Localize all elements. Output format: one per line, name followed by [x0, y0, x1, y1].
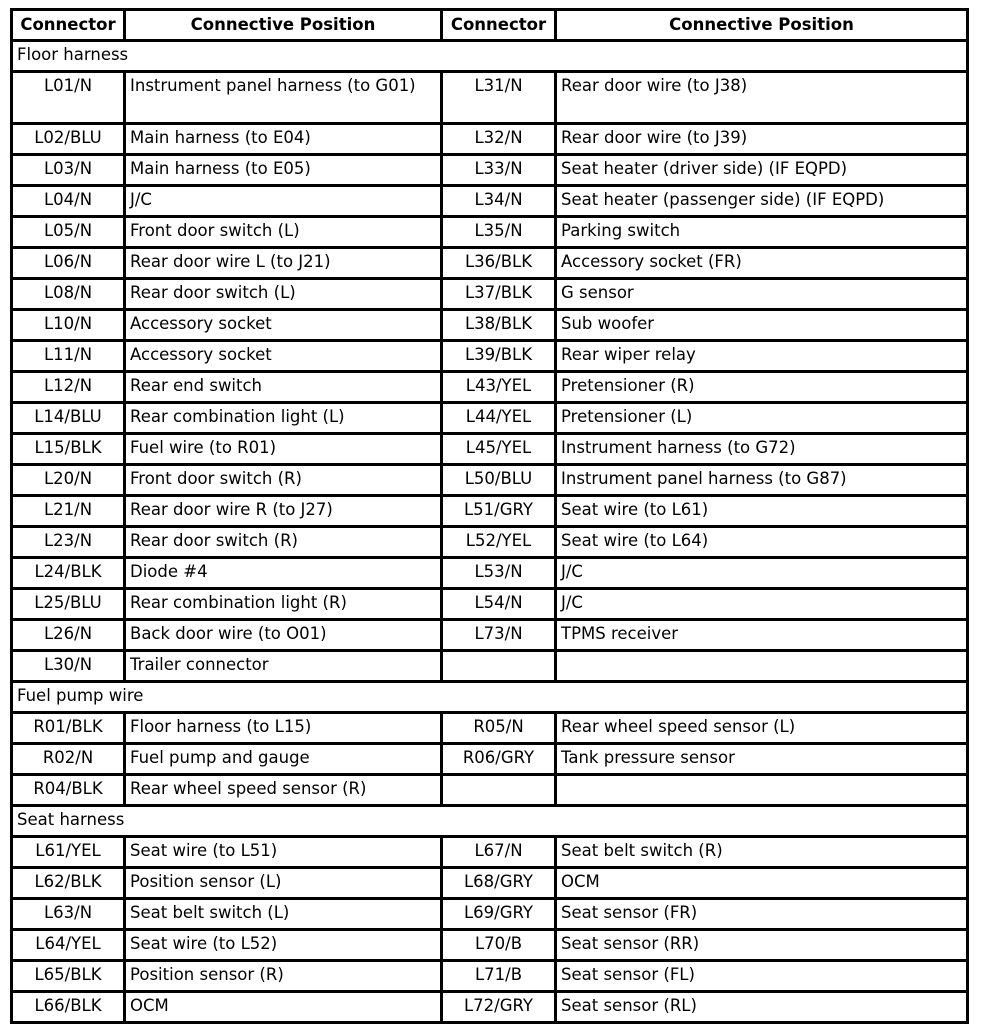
section-row — [12, 682, 968, 713]
connector-cell: R05/N — [442, 713, 556, 744]
table-row — [12, 124, 968, 155]
connector-cell: L65/BLK — [12, 961, 125, 992]
connector-cell: L68/GRY — [442, 868, 556, 899]
position-cell: J/C — [556, 558, 968, 589]
position-cell: Instrument panel harness (to G87) — [556, 465, 968, 496]
header-connective-position: Connective Position — [556, 10, 968, 41]
table-row — [12, 868, 968, 899]
connector-cell: L45/YEL — [442, 434, 556, 465]
connector-cell: R06/GRY — [442, 744, 556, 775]
position-cell: Seat sensor (FR) — [556, 899, 968, 930]
position-cell: Rear door wire R (to J27) — [125, 496, 442, 527]
connector-cell: L39/BLK — [442, 341, 556, 372]
connector-cell: L53/N — [442, 558, 556, 589]
position-cell: Rear door switch (L) — [125, 279, 442, 310]
position-cell: Position sensor (R) — [125, 961, 442, 992]
connector-cell: L10/N — [12, 310, 125, 341]
connector-cell: L38/BLK — [442, 310, 556, 341]
position-cell: Fuel wire (to R01) — [125, 434, 442, 465]
position-cell: Pretensioner (R) — [556, 372, 968, 403]
connector-cell: L61/YEL — [12, 837, 125, 868]
position-cell: Seat wire (to L61) — [556, 496, 968, 527]
table-row — [12, 527, 968, 558]
connector-cell: L32/N — [442, 124, 556, 155]
connector-cell: L69/GRY — [442, 899, 556, 930]
table-row — [12, 465, 968, 496]
connector-cell: L03/N — [12, 155, 125, 186]
connector-cell: L11/N — [12, 341, 125, 372]
connector-cell: R01/BLK — [12, 713, 125, 744]
position-cell: Diode #4 — [125, 558, 442, 589]
connector-cell: L70/B — [442, 930, 556, 961]
position-cell: Rear door wire (to J38) — [556, 72, 968, 124]
connector-cell: L33/N — [442, 155, 556, 186]
connector-cell: L31/N — [442, 72, 556, 124]
connector-cell: L14/BLU — [12, 403, 125, 434]
section-row — [12, 806, 968, 837]
position-cell: Pretensioner (L) — [556, 403, 968, 434]
table-row — [12, 744, 968, 775]
position-cell: Back door wire (to O01) — [125, 620, 442, 651]
position-cell: G sensor — [556, 279, 968, 310]
position-cell — [556, 651, 968, 682]
table-row — [12, 651, 968, 682]
section-row — [12, 41, 968, 72]
connector-cell: L24/BLK — [12, 558, 125, 589]
section-title: Seat harness — [12, 806, 968, 837]
position-cell: Sub woofer — [556, 310, 968, 341]
position-cell: Rear wheel speed sensor (R) — [125, 775, 442, 806]
table-row — [12, 248, 968, 279]
connector-cell: L21/N — [12, 496, 125, 527]
table-row — [12, 775, 968, 806]
position-cell: Front door switch (L) — [125, 217, 442, 248]
connector-cell: L71/B — [442, 961, 556, 992]
connector-cell: L06/N — [12, 248, 125, 279]
position-cell: Seat wire (to L52) — [125, 930, 442, 961]
position-cell: Accessory socket — [125, 310, 442, 341]
connector-cell: L04/N — [12, 186, 125, 217]
position-cell: Tank pressure sensor — [556, 744, 968, 775]
position-cell: Front door switch (R) — [125, 465, 442, 496]
table-row — [12, 72, 968, 124]
connector-cell: L23/N — [12, 527, 125, 558]
connector-cell: L63/N — [12, 899, 125, 930]
connector-cell — [442, 651, 556, 682]
table-row — [12, 899, 968, 930]
table-row — [12, 992, 968, 1023]
position-cell: Parking switch — [556, 217, 968, 248]
position-cell: Fuel pump and gauge — [125, 744, 442, 775]
position-cell: Main harness (to E04) — [125, 124, 442, 155]
position-cell: Rear end switch — [125, 372, 442, 403]
connector-cell: L50/BLU — [442, 465, 556, 496]
position-cell: Seat sensor (FL) — [556, 961, 968, 992]
connector-cell: L44/YEL — [442, 403, 556, 434]
table-row — [12, 155, 968, 186]
position-cell: OCM — [556, 868, 968, 899]
connector-cell: L34/N — [442, 186, 556, 217]
connector-cell: L02/BLU — [12, 124, 125, 155]
connector-cell: L51/GRY — [442, 496, 556, 527]
position-cell: Seat belt switch (R) — [556, 837, 968, 868]
position-cell: Seat wire (to L64) — [556, 527, 968, 558]
position-cell: J/C — [556, 589, 968, 620]
position-cell: Position sensor (L) — [125, 868, 442, 899]
position-cell: Seat belt switch (L) — [125, 899, 442, 930]
connector-table — [10, 8, 969, 1024]
position-cell: Accessory socket (FR) — [556, 248, 968, 279]
position-cell: Trailer connector — [125, 651, 442, 682]
connector-cell: L26/N — [12, 620, 125, 651]
position-cell — [556, 775, 968, 806]
table-row — [12, 589, 968, 620]
position-cell: Instrument panel harness (to G01) — [125, 72, 442, 124]
position-cell: TPMS receiver — [556, 620, 968, 651]
header-row — [12, 10, 968, 41]
position-cell: Rear wiper relay — [556, 341, 968, 372]
table-row — [12, 434, 968, 465]
header-connective-position: Connective Position — [125, 10, 442, 41]
section-title: Floor harness — [12, 41, 968, 72]
position-cell: Rear combination light (L) — [125, 403, 442, 434]
table-row — [12, 620, 968, 651]
table-row — [12, 496, 968, 527]
position-cell: Seat wire (to L51) — [125, 837, 442, 868]
position-cell: Seat sensor (RL) — [556, 992, 968, 1023]
position-cell: Floor harness (to L15) — [125, 713, 442, 744]
position-cell: Seat heater (driver side) (IF EQPD) — [556, 155, 968, 186]
connector-cell: L73/N — [442, 620, 556, 651]
position-cell: OCM — [125, 992, 442, 1023]
table-row — [12, 961, 968, 992]
connector-cell: L52/YEL — [442, 527, 556, 558]
connector-cell: L37/BLK — [442, 279, 556, 310]
connector-cell: L25/BLU — [12, 589, 125, 620]
connector-cell: L43/YEL — [442, 372, 556, 403]
table-row — [12, 930, 968, 961]
section-title: Fuel pump wire — [12, 682, 968, 713]
position-cell: Rear door wire (to J39) — [556, 124, 968, 155]
position-cell: Rear wheel speed sensor (L) — [556, 713, 968, 744]
connector-cell: L72/GRY — [442, 992, 556, 1023]
position-cell: Rear door wire L (to J21) — [125, 248, 442, 279]
position-cell: Instrument harness (to G72) — [556, 434, 968, 465]
table-row — [12, 186, 968, 217]
connector-cell: L20/N — [12, 465, 125, 496]
position-cell: Accessory socket — [125, 341, 442, 372]
connector-cell — [442, 775, 556, 806]
connector-cell: L67/N — [442, 837, 556, 868]
connector-cell: L15/BLK — [12, 434, 125, 465]
header-connector: Connector — [442, 10, 556, 41]
connector-cell: L54/N — [442, 589, 556, 620]
connector-cell: L64/YEL — [12, 930, 125, 961]
position-cell: Main harness (to E05) — [125, 155, 442, 186]
position-cell: J/C — [125, 186, 442, 217]
connector-cell: L35/N — [442, 217, 556, 248]
connector-cell: L30/N — [12, 651, 125, 682]
table-row — [12, 279, 968, 310]
position-cell: Seat sensor (RR) — [556, 930, 968, 961]
table-row — [12, 341, 968, 372]
connector-cell: L36/BLK — [442, 248, 556, 279]
header-connector: Connector — [12, 10, 125, 41]
table-row — [12, 837, 968, 868]
table-row — [12, 403, 968, 434]
table-row — [12, 217, 968, 248]
connector-cell: L08/N — [12, 279, 125, 310]
connector-cell: L12/N — [12, 372, 125, 403]
table-row — [12, 372, 968, 403]
table-row — [12, 558, 968, 589]
connector-cell: L01/N — [12, 72, 125, 124]
table-row — [12, 713, 968, 744]
table-body — [12, 41, 968, 1023]
connector-cell: L62/BLK — [12, 868, 125, 899]
connector-cell: R02/N — [12, 744, 125, 775]
position-cell: Rear door switch (R) — [125, 527, 442, 558]
table-row — [12, 310, 968, 341]
connector-cell: L66/BLK — [12, 992, 125, 1023]
position-cell: Rear combination light (R) — [125, 589, 442, 620]
connector-cell: R04/BLK — [12, 775, 125, 806]
connector-cell: L05/N — [12, 217, 125, 248]
position-cell: Seat heater (passenger side) (IF EQPD) — [556, 186, 968, 217]
